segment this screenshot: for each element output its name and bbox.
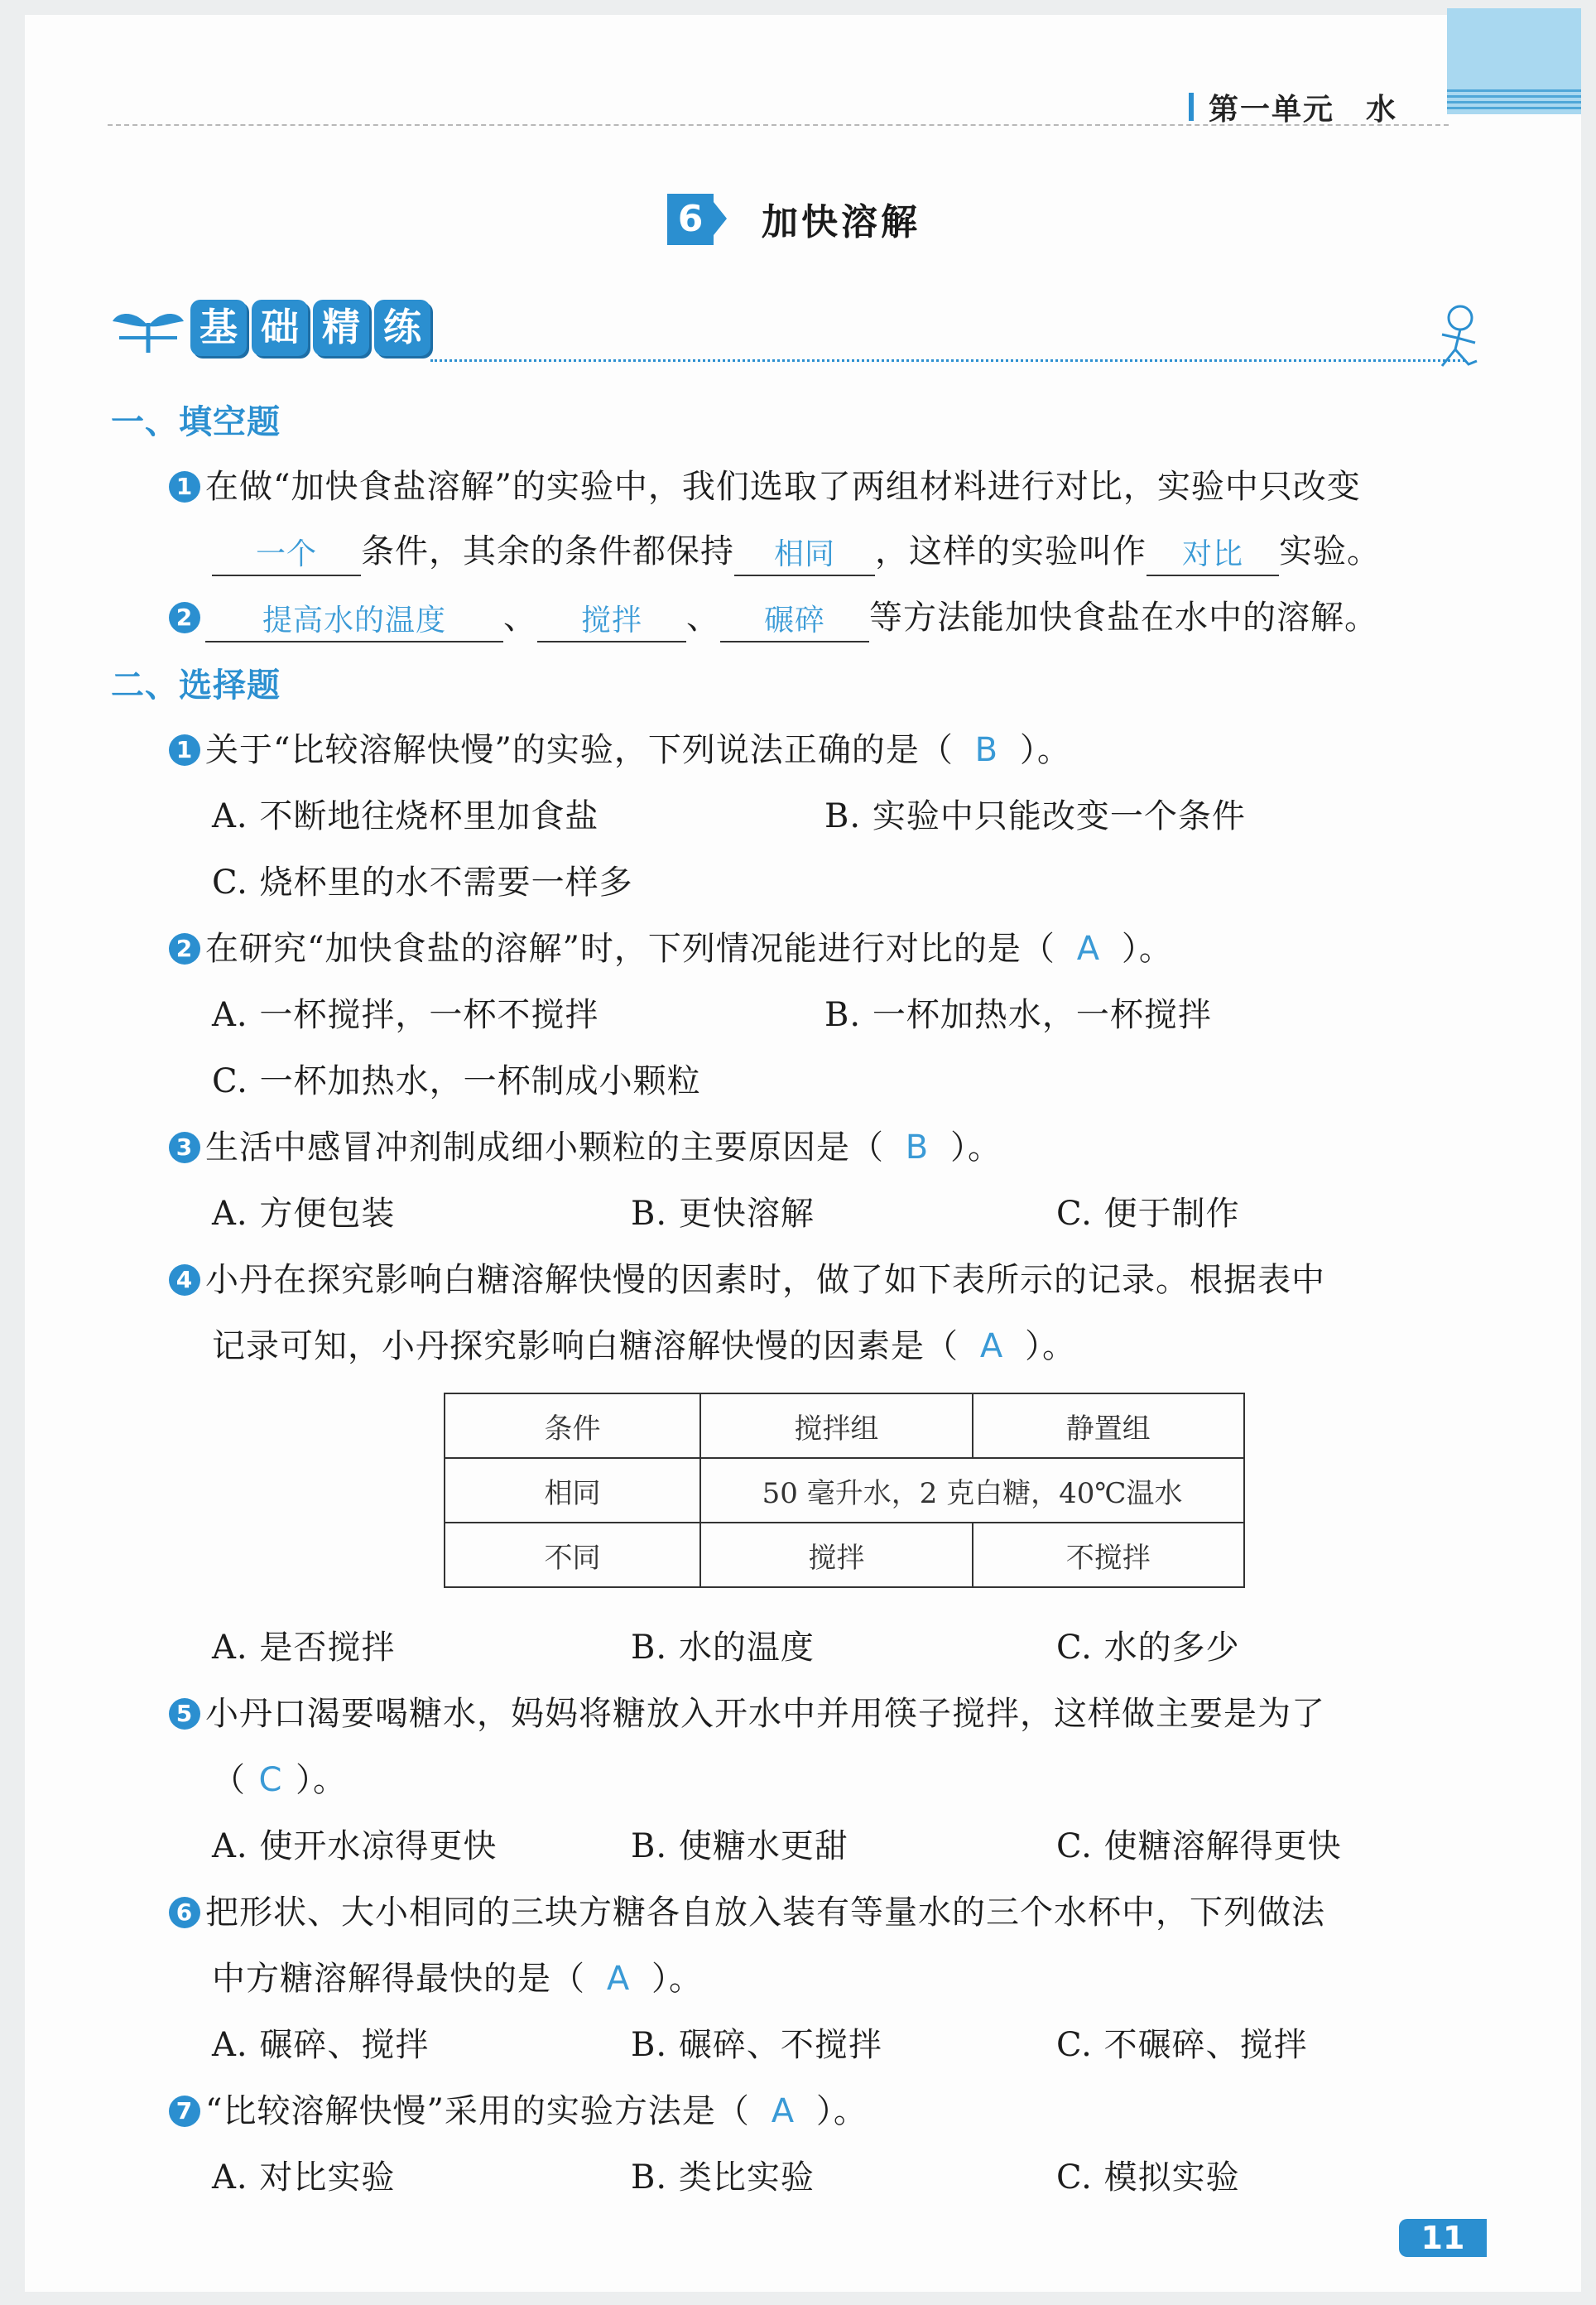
- option-c[interactable]: C. 烧杯里的水不需要一样多: [212, 864, 633, 902]
- option-c[interactable]: C. 一杯加热水，一杯制成小颗粒: [212, 1062, 701, 1100]
- question-text: 在研究“加快食盐的溶解”时，下列情况能进行对比的是（: [205, 930, 1055, 968]
- question-number-badge: 1: [169, 734, 200, 766]
- separator: 、: [503, 599, 537, 637]
- answer-mark[interactable]: B: [905, 1128, 930, 1167]
- option-a[interactable]: A. 对比实验: [212, 2158, 396, 2197]
- question-text: ）。: [1025, 1327, 1076, 1365]
- fill-question-1-line2: [212, 528, 1381, 576]
- question-number-badge: 6: [169, 1897, 200, 1928]
- question-text: 等方法能加快食盐在水中的溶解。: [869, 599, 1378, 637]
- header-divider: [108, 124, 1449, 126]
- banner-char-4: 练: [374, 300, 430, 356]
- option-a[interactable]: A. 一杯搅拌，一杯不搅拌: [212, 996, 599, 1034]
- banner-char-1: 基: [190, 300, 247, 356]
- question-number-badge: 4: [169, 1264, 200, 1296]
- banner-dotted-line: [430, 359, 1465, 362]
- choice-question-4-line1: [169, 1257, 1325, 1303]
- question-text: ）。: [815, 2092, 868, 2130]
- option-c[interactable]: C. 使糖溶解得更快: [1056, 1827, 1342, 1865]
- question-text: 生活中感冒冲剂制成细小颗粒的主要原因是（: [205, 1128, 884, 1167]
- table-header-cell: 静置组: [973, 1393, 1244, 1458]
- option-c[interactable]: C. 便于制作: [1056, 1195, 1240, 1233]
- question-text: ）。: [950, 1128, 1002, 1167]
- question-number-badge: 1: [169, 471, 200, 503]
- question-text: 小丹在探究影响白糖溶解快慢的因素时，做了如下表所示的记录。根据表中: [205, 1261, 1325, 1299]
- option-a[interactable]: A. 是否搅拌: [212, 1629, 396, 1667]
- question-number-badge: 2: [169, 933, 200, 965]
- answer-mark[interactable]: A: [979, 1327, 1004, 1365]
- question-number-badge: 2: [169, 602, 200, 633]
- option-b[interactable]: B. 使糖水更甜: [631, 1827, 848, 1865]
- option-a[interactable]: A. 不断地往烧杯里加食盐: [212, 797, 599, 835]
- option-c[interactable]: C. 水的多少: [1056, 1629, 1240, 1667]
- section-heading-fill: 一、填空题: [111, 403, 281, 441]
- option-a[interactable]: A. 使开水凉得更快: [212, 1827, 498, 1865]
- table-cell: 不搅拌: [973, 1523, 1244, 1587]
- choice-question-2: [169, 926, 1173, 972]
- answer-mark[interactable]: A: [1076, 930, 1101, 968]
- question-text: ）。: [651, 1960, 703, 1998]
- option-c[interactable]: C. 模拟实验: [1056, 2158, 1240, 2197]
- sprout-icon: [111, 305, 185, 358]
- header-accent-bar: [1189, 93, 1194, 121]
- choice-question-1: [169, 727, 1071, 773]
- choice-question-6-line1: [169, 1889, 1325, 1936]
- answer-blank[interactable]: 碾碎: [720, 601, 869, 642]
- option-a[interactable]: A. 碾碎、搅拌: [212, 2026, 430, 2064]
- question-text: 关于“比较溶解快慢”的实验，下列说法正确的是（: [205, 731, 954, 769]
- option-c[interactable]: C. 不碾碎、搅拌: [1056, 2026, 1308, 2064]
- answer-mark[interactable]: B: [974, 731, 999, 769]
- table-cell: 50 毫升水，2 克白糖，40℃温水: [700, 1458, 1244, 1523]
- lesson-title: 加快溶解: [762, 201, 921, 243]
- table-cell: 相同: [445, 1458, 700, 1523]
- question-text: 实验。: [1279, 532, 1381, 570]
- table-row: [445, 1458, 1244, 1523]
- option-b[interactable]: B. 实验中只能改变一个条件: [824, 797, 1246, 835]
- question-text: 中方糖溶解得最快的是（: [212, 1960, 585, 1998]
- question-text: ）。: [296, 1761, 347, 1799]
- option-b[interactable]: B. 一杯加热水，一杯搅拌: [824, 996, 1212, 1034]
- section-heading-choice: 二、选择题: [111, 666, 281, 705]
- question-number-badge: 7: [169, 2096, 200, 2127]
- header-stripes: [1447, 89, 1581, 111]
- table-row: [445, 1393, 1244, 1458]
- answer-blank[interactable]: 搅拌: [537, 601, 686, 642]
- lesson-number-badge: 6: [667, 194, 714, 245]
- option-b[interactable]: B. 水的温度: [631, 1629, 815, 1667]
- choice-question-7: [169, 2088, 868, 2134]
- answer-mark[interactable]: A: [771, 2092, 796, 2130]
- table-cell: 搅拌: [700, 1523, 972, 1587]
- question-text: 记录可知，小丹探究影响白糖溶解快慢的因素是（: [212, 1327, 959, 1365]
- choice-question-5-line2: [212, 1757, 347, 1803]
- question-text: 在做“加快食盐溶解”的实验中，我们选取了两组材料进行对比，实验中只改变: [205, 468, 1361, 506]
- fill-question-2: [169, 594, 1378, 642]
- answer-blank[interactable]: 提高水的温度: [205, 601, 503, 642]
- answer-mark[interactable]: C: [258, 1761, 283, 1799]
- question-text: （: [212, 1761, 246, 1799]
- answer-blank[interactable]: 对比: [1147, 535, 1279, 576]
- answer-mark[interactable]: A: [606, 1960, 631, 1998]
- table-header-cell: 条件: [445, 1393, 700, 1458]
- option-b[interactable]: B. 类比实验: [631, 2158, 815, 2197]
- answer-blank[interactable]: 相同: [734, 535, 875, 576]
- question-number-badge: 3: [169, 1132, 200, 1163]
- fill-question-1-line1: [169, 464, 1361, 510]
- question-text: 小丹口渴要喝糖水，妈妈将糖放入开水中并用筷子搅拌，这样做主要是为了: [205, 1695, 1325, 1733]
- separator: 、: [686, 599, 720, 637]
- choice-question-6-line2: [212, 1956, 703, 2002]
- question-text: “比较溶解快慢”采用的实验方法是（: [205, 2092, 750, 2130]
- option-b[interactable]: B. 更快溶解: [631, 1195, 815, 1233]
- running-boy-icon: [1424, 301, 1490, 379]
- banner-char-2: 础: [252, 300, 308, 356]
- page-number: 11: [1399, 2219, 1487, 2257]
- question-number-badge: 5: [169, 1698, 200, 1730]
- choice-question-5-line1: [169, 1691, 1325, 1737]
- question-text: 条件，其余的条件都保持: [361, 532, 734, 570]
- record-table: [444, 1393, 1245, 1588]
- option-b[interactable]: B. 碾碎、不搅拌: [631, 2026, 882, 2064]
- choice-question-4-line2: [212, 1323, 1076, 1369]
- table-header-cell: 搅拌组: [700, 1393, 972, 1458]
- table-cell: 不同: [445, 1523, 700, 1587]
- question-text: ）。: [1121, 930, 1173, 968]
- banner-char-3: 精: [313, 300, 369, 356]
- choice-question-3: [169, 1124, 1002, 1171]
- question-text: ）。: [1019, 731, 1071, 769]
- option-a[interactable]: A. 方便包装: [212, 1195, 396, 1233]
- table-row: [445, 1523, 1244, 1587]
- unit-label: 第一单元 水: [1209, 93, 1398, 127]
- question-text: ，这样的实验叫作: [875, 532, 1147, 570]
- answer-blank[interactable]: 一个: [212, 535, 361, 576]
- question-text: 把形状、大小相同的三块方糖各自放入装有等量水的三个水杯中，下列做法: [205, 1894, 1325, 1932]
